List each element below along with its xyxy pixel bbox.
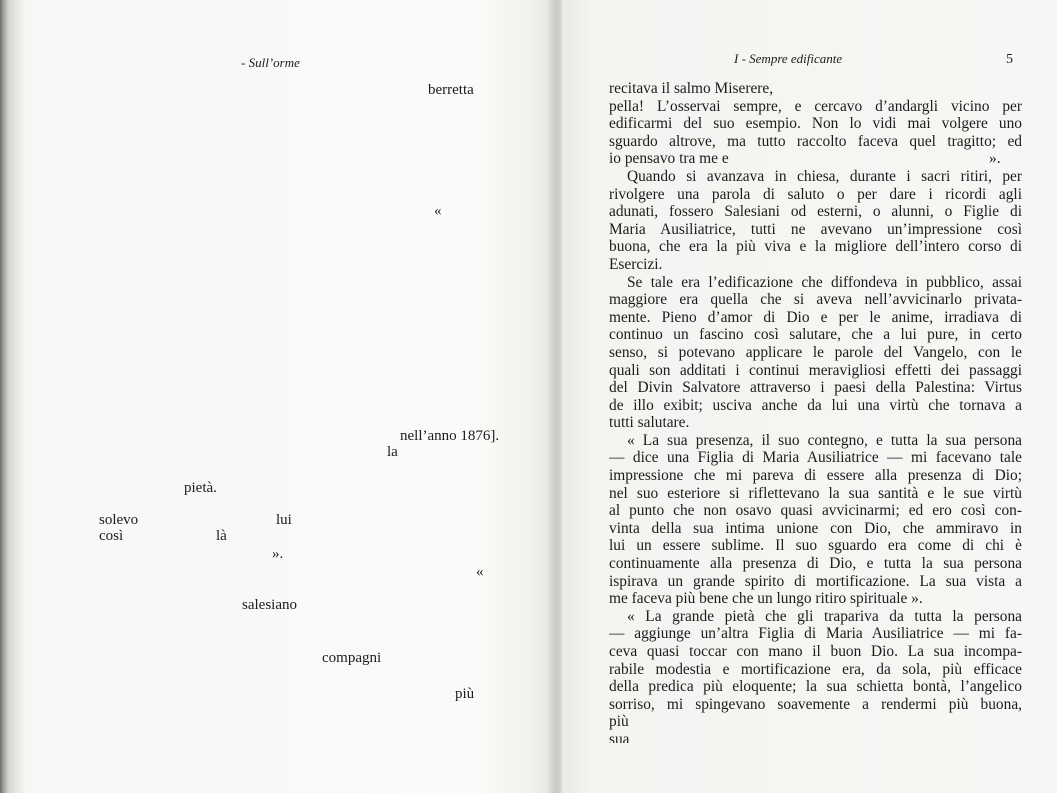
fragment-quote-open: «	[434, 203, 442, 219]
text-line: buona, che era la più viva e la migliore dell’intero corso di	[609, 238, 1022, 256]
text-segment: ».	[989, 150, 1001, 168]
fragment-quote-open-2: «	[476, 564, 484, 580]
text-line: me faceva più bene che un lungo ritiro spirituale ».	[609, 590, 923, 608]
text-line: Quando si avanzava in chiesa, durante i sacri ritiri, per	[627, 167, 1022, 185]
text-line: Maria Ausiliatrice, tutti ne avevano un’impressione così	[609, 220, 1022, 238]
text-line	[609, 150, 1022, 168]
page-number: 5	[1006, 52, 1013, 67]
body-text	[609, 80, 1022, 743]
fragment-pieta: pietà.	[184, 480, 217, 496]
text-segment: io pensavo tra me e	[609, 150, 729, 168]
text-line: del Divin Salvatore attraverso i paesi della Palestina: Virtus	[609, 379, 1022, 397]
text-line: rivolgere una parola di saluto o per dare i ricordi agli	[609, 185, 1022, 203]
text-line-cut: sua	[609, 730, 630, 743]
text-line: impressione che mi pareva di essere alla presenza di Dio;	[609, 467, 1022, 485]
text-line: più	[609, 713, 629, 731]
text-line: continuo un fascino così salutare, che a lui pure, in certo	[609, 326, 1022, 344]
text-line: sguardo altrove, ma tutto raccolto faceva quel tragitto; ed	[609, 132, 1022, 150]
text-line: — aggiunge un’altra Figlia di Maria Ausiliatrice — mi fa-	[609, 625, 1022, 643]
text-line: — dice una Figlia di Maria Ausiliatrice — mi facevano tale	[609, 449, 1022, 467]
text-line: al punto che non osavo quasi avvicinarmi; ed ero così con-	[609, 502, 1022, 520]
fragment-salesiano: salesiano	[242, 597, 297, 613]
fragment-piu: più	[455, 686, 475, 702]
text-line: Se tale era l’edificazione che diffondeva in pubblico, assai	[627, 273, 1022, 291]
text-line: maggiore era quella che si aveva nell’avvicinarlo privata-	[609, 291, 1022, 309]
text-line: « La grande pietà che gli trapariva da tutta la persona	[627, 607, 1022, 625]
fragment-berretta: berretta	[428, 82, 474, 98]
text-line: recitava il salmo Miserere,	[609, 80, 774, 97]
text-line: Esercizi.	[609, 255, 663, 273]
text-line: sorriso, mi spingevano soavemente a rendermi più buona,	[609, 695, 1022, 713]
text-line: della predica più eloquente; la sua schietta bontà, l’angelico	[609, 678, 1022, 696]
fragment-la-accent: là	[216, 528, 227, 544]
fragment-la: la	[387, 444, 398, 460]
text-line: quali son additati i continui meravigliosi effetti dei passaggi	[609, 361, 1022, 379]
right-page-header: I - Sempre edificante	[734, 51, 843, 66]
text-line: continuamente alla presenza di Dio, e tutta la sua persona	[609, 555, 1022, 573]
text-line: ispirava un grande spirito di mortificazione. La sua vista a	[609, 572, 1022, 590]
text-line: edificarmi del suo esempio. Non lo vidi mai volgere uno	[609, 115, 1022, 133]
fragment-compagni: compagni	[322, 650, 382, 666]
text-line: tutti salutare.	[609, 414, 690, 432]
text-line: mente. Pieno d’amor di Dio e per le anime, irradiava di	[609, 308, 1022, 326]
fragment-solevo: solevo	[99, 512, 139, 528]
text-line: de illo exibit; usciva anche da lui una virtù che tornava a	[609, 396, 1022, 414]
fragment-anno: nell’anno 1876].	[400, 428, 500, 444]
text-line: ceva quasi toccar con mano il buon Dio. La sua incompa-	[609, 643, 1022, 660]
text-line: lui un essere sublime. Il suo sguardo era come di chi è	[609, 537, 1022, 555]
left-page-header: - Sull’orme	[241, 55, 300, 70]
text-line: « La sua presenza, il suo contegno, e tutta la sua persona	[627, 431, 1022, 449]
text-line: nel suo esteriore si riflettevano la sua santità e le sue virtù	[609, 484, 1022, 502]
text-line: rabile modestia e mortificazione era, da sola, più efficace	[609, 660, 1022, 678]
text-line: pella! L’osservai sempre, e cercavo d’andargli vicino per	[609, 97, 1022, 115]
fragment-lui: lui	[276, 512, 292, 528]
fragment-quote-close: ».	[272, 546, 284, 562]
fragment-cosi: così	[99, 528, 124, 544]
text-line: vinta della sua intima unione con Dio, che ammiravo in	[609, 519, 1022, 537]
text-line: adunati, fossero Salesiani od esterni, o alunni, o Figlie di	[609, 203, 1022, 221]
text-line: senso, si potevano applicare le parole del Vangelo, con le	[609, 343, 1022, 361]
